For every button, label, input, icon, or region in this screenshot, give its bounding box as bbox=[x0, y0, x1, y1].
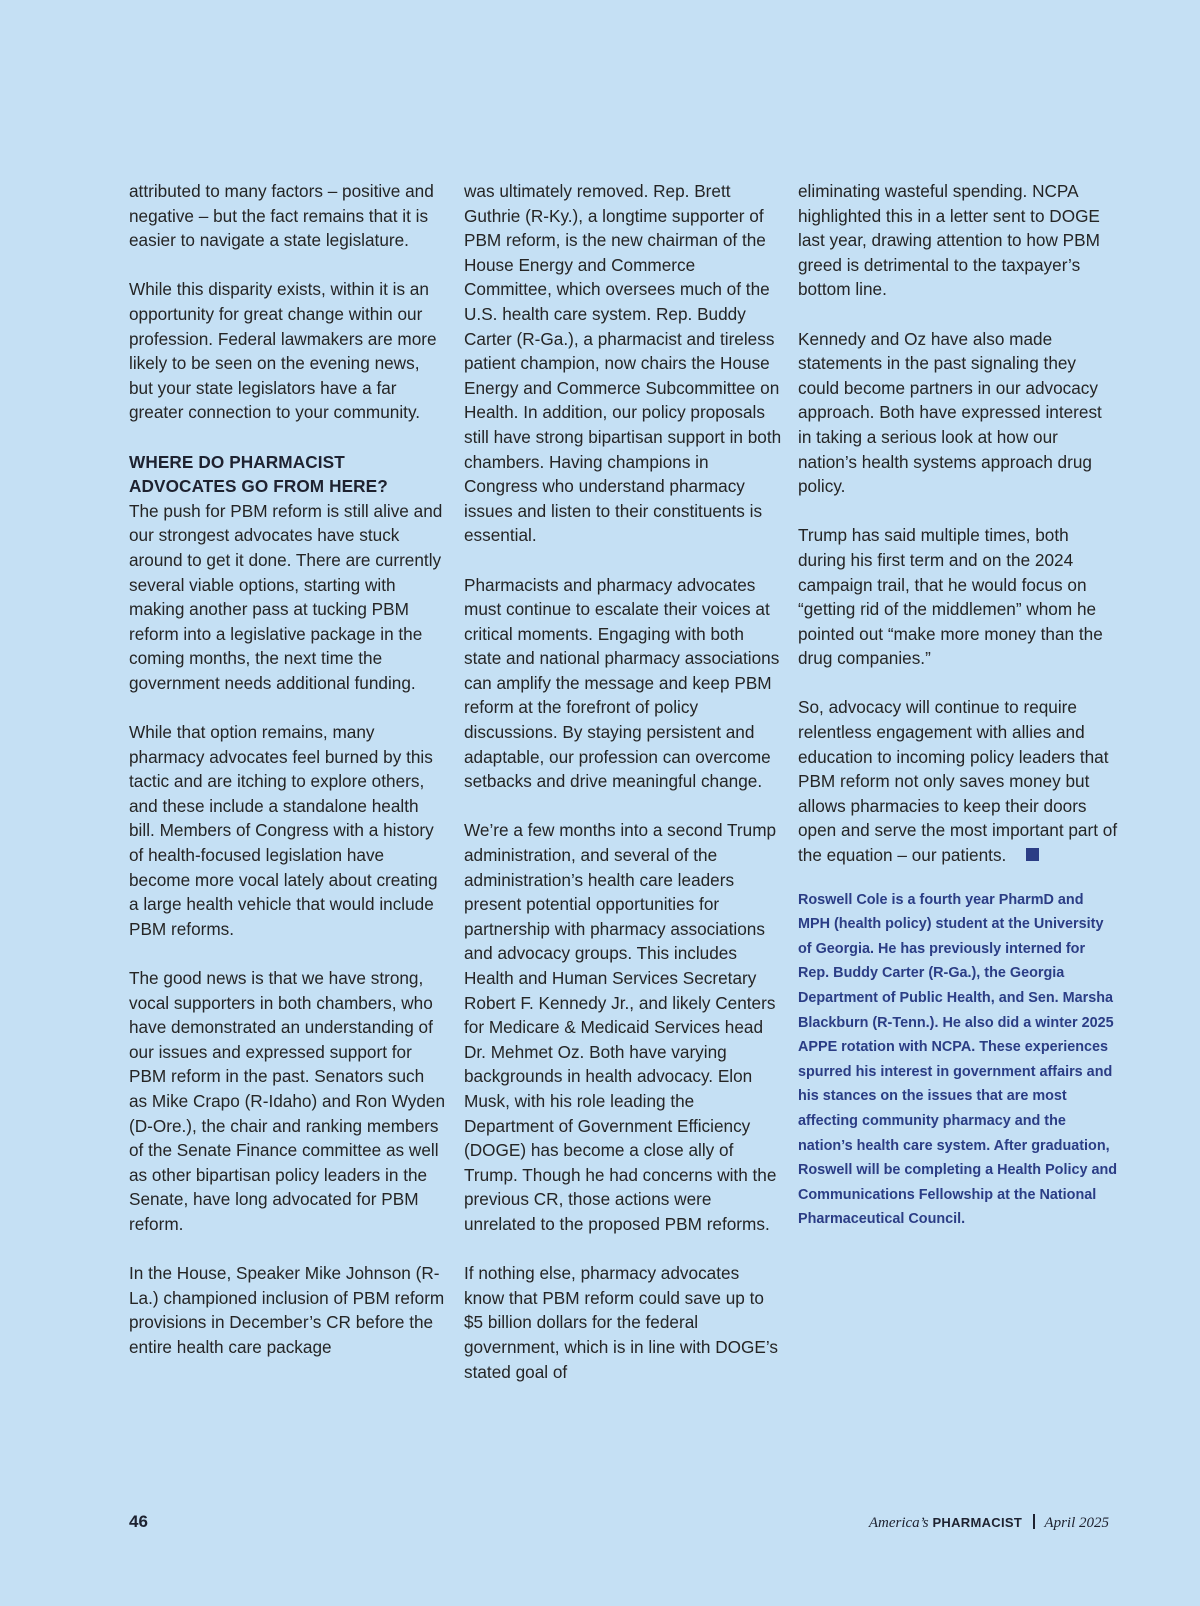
magazine-prefix: America’s bbox=[868, 1515, 929, 1531]
article-column-2 bbox=[464, 179, 782, 1384]
masthead-divider bbox=[1033, 1514, 1035, 1529]
issue-date: April 2025 bbox=[1044, 1515, 1109, 1531]
paragraph: While this disparity exists, within it is an opportunity for great change within our profession. Federal lawmakers are more likely to be seen on the evening news, but your state legislators have a far greater connection to your community. bbox=[129, 279, 437, 423]
paragraph: In the House, Speaker Mike Johnson (R-La.) championed inclusion of PBM reform provisions in December’s CR before the entire health care package bbox=[129, 1263, 445, 1357]
end-of-article-square-icon bbox=[1026, 848, 1039, 861]
paragraph: If nothing else, pharmacy advocates know that PBM reform could save up to $5 billion dollars for the federal government, which is in line with DOGE’s stated goal of bbox=[464, 1263, 778, 1382]
paragraph: Kennedy and Oz have also made statements in the past signaling they could become partners in our advocacy approach. Both have expressed interest in taking a serious look at how our nation’s health systems approach drug policy. bbox=[798, 328, 1102, 497]
closing-paragraph bbox=[798, 695, 1118, 867]
article-column-3 bbox=[798, 179, 1118, 1232]
paragraph: While that option remains, many pharmacy advocates feel burned by this tactic and are itching to explore others, and these include a standalone health bill. Members of Congress with a history of health-focused legislation have become more vocal lately about creating a large health vehicle that would include PBM reforms. bbox=[129, 722, 438, 939]
paragraph: The push for PBM reform is still alive and our strongest advocates have stuck around to get it done. There are currently several viable options, starting with making another pass at tucking PBM reform into a legislative package in the coming months, the next time the government needs additional funding. bbox=[129, 500, 443, 693]
paragraph: was ultimately removed. Rep. Brett Guthrie (R-Ky.), a longtime supporter of PBM reform, is the new chairman of the House Energy and Commerce Committee, which oversees much of the U.S. health care system. Rep. Buddy Carter (R-Ga.), a pharmacist and tireless patient champion, now chairs the House Energy and Commerce Subcommittee on Health. In addition, our policy proposals still have strong bipartisan support in both chambers. Having champions in Congress who understand pharmacy issues and listen to their constituents is essential. bbox=[464, 181, 782, 546]
magazine-name: PHARMACIST bbox=[932, 1515, 1023, 1530]
author-bio: Roswell Cole is a fourth year PharmD and MPH (health policy) student at the University of Georgia. He has previously interned for Rep. Buddy Carter (R-Ga.), the Georgia Department of Public Health, and Sen. Marsha Blackburn (R-Tenn.). He also did a winter 2025 APPE rotation with NCPA. These experiences spurred his interest in government affairs and his stances on the issues that are most affecting community pharmacy and the nation’s health care system. After graduation, Roswell will be completing a Health Policy and Communications Fellowship at the National Pharmaceutical Council. bbox=[798, 891, 1118, 1228]
paragraph: eliminating wasteful spending. NCPA highlighted this in a letter sent to DOGE last year, drawing attention to how PBM greed is detrimental to the taxpayer’s bottom line. bbox=[798, 181, 1100, 300]
paragraph: The good news is that we have strong, vocal supporters in both chambers, who have demonstrated an understanding of our issues and expressed support for PBM reform in the past. Senators such as Mike Crapo (R-Idaho) and Ron Wyden (D-Ore.), the chair and ranking members of the Senate Finance committee as well as other bipartisan policy leaders in the Senate, have long advocated for PBM reform. bbox=[129, 968, 446, 1234]
page-footer bbox=[129, 1512, 1109, 1538]
paragraph: We’re a few months into a second Trump administration, and several of the administration’s health care leaders present potential opportunities for partnership with pharmacy associations and advocacy groups. This includes Health and Human Services Secretary Robert F. Kennedy Jr., and likely Centers for Medicare & Medicaid Services head Dr. Mehmet Oz. Both have varying backgrounds in health advocacy. Elon Musk, with his role leading the Department of Government Efficiency (DOGE) has become a close ally of Trump. Though he had concerns with the previous CR, those actions were unrelated to the proposed PBM reforms. bbox=[464, 820, 777, 1234]
article-column-1 bbox=[129, 179, 447, 1360]
paragraph: attributed to many factors – positive and negative – but the fact remains that it is easier to navigate a state legislature. bbox=[129, 181, 434, 251]
section-heading: WHERE DO PHARMACIST ADVOCATES GO FROM HERE? bbox=[129, 451, 388, 497]
magazine-masthead bbox=[869, 1514, 1109, 1532]
paragraph: Trump has said multiple times, both during his first term and on the 2024 campaign trail, that he would focus on “getting rid of the middlemen” whom he pointed out “make more money than the drug companies.” bbox=[798, 525, 1103, 669]
paragraph: Pharmacists and pharmacy advocates must continue to escalate their voices at critical moments. Engaging with both state and national pharmacy associations can amplify the message and keep PBM reform at the forefront of policy discussions. By staying persistent and adaptable, our profession can overcome setbacks and drive meaningful change. bbox=[464, 574, 780, 792]
page-number: 46 bbox=[129, 1512, 148, 1531]
paragraph-text: So, advocacy will continue to require relentless engagement with allies and education to incoming policy leaders that PBM reform not only saves money but allows pharmacies to keep their doors open and serve the most important part of the equation – our patients. bbox=[798, 697, 1118, 866]
